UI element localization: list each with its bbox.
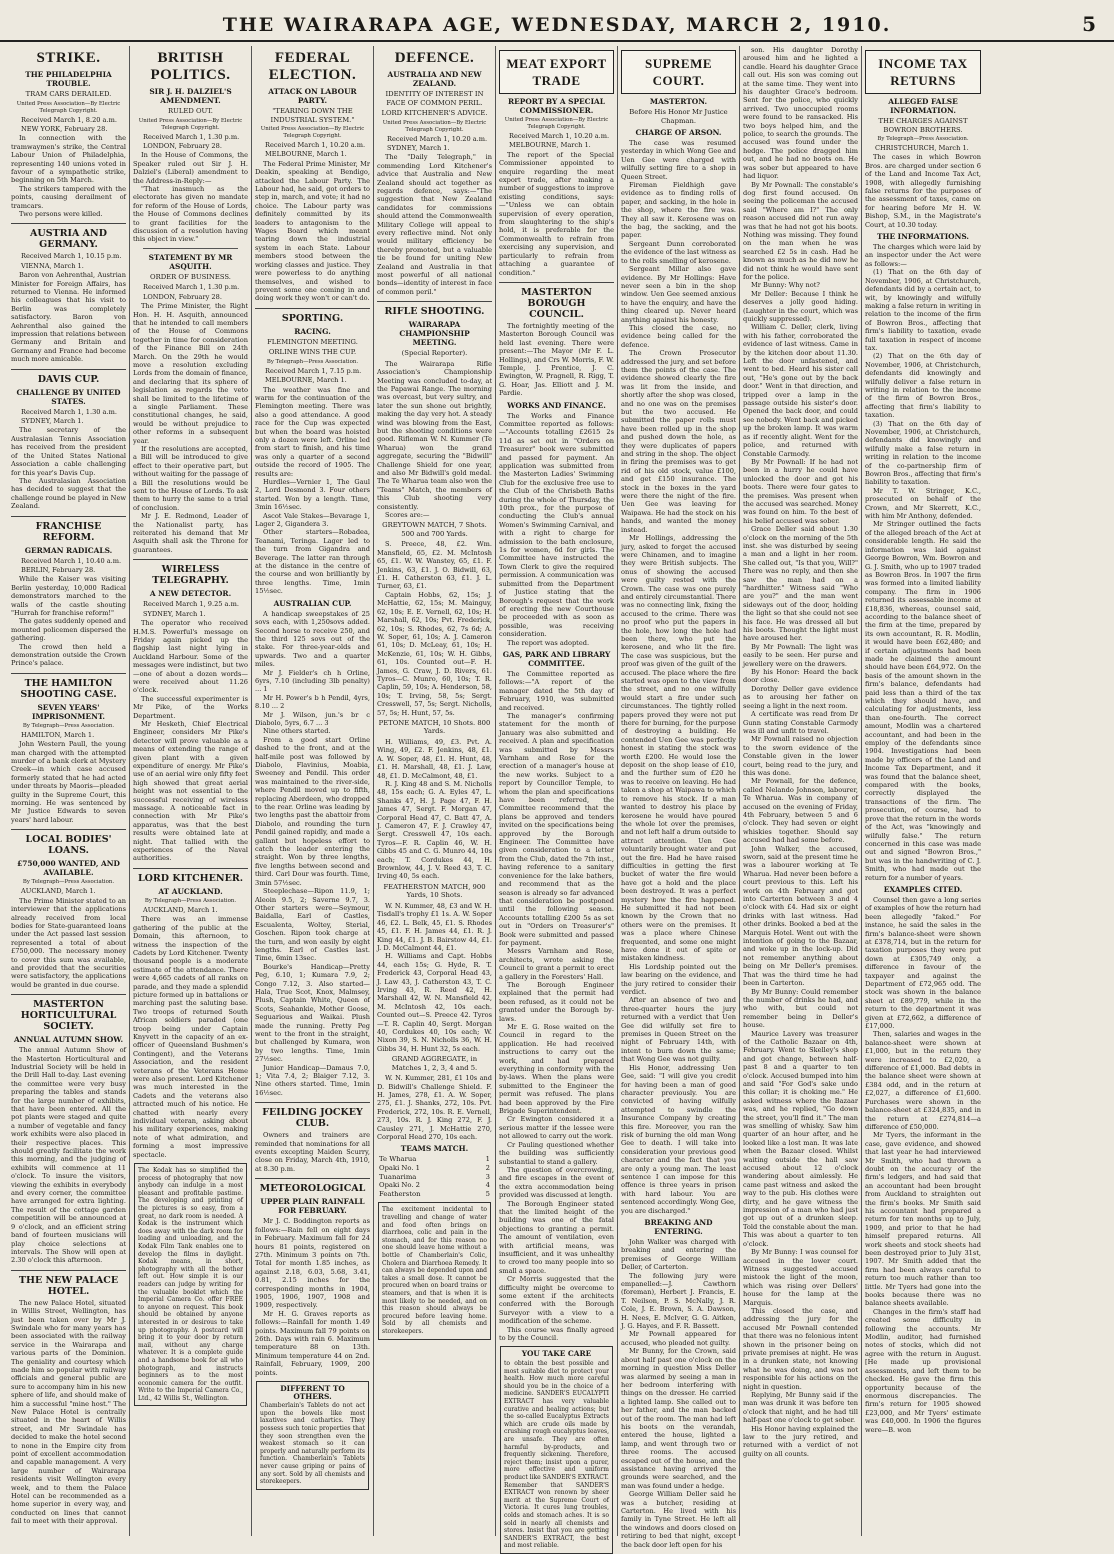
paragraph: Mr J. C. Boddington reports as follows:—Rain fell on eight days in February. Maximum fall for 24 hours 81 points, registered on 27th. Minimum 3 points on 7th. Total for month 1.85 inches, as against 2.18, 6.03, 5.68, 3.41, 0.81, 2.15 inches for the corresponding months in 1904, 1905, 1906, 1907, 1908 and 1909, respectively. [255, 1217, 370, 1310]
paragraph: Steeplechase—Ripon 11.9, 1; Aleoin 9.5, 2; Saverne 9.7, 3. Other starters were—Seymour, Baidalla, Earl of Castles, Escualenta, Woltey, Sterial, Goschen. Ripon took charge at the turn, and won easily by eight lengths. Earl of Castles last. Time, 6min 13sec. [255, 887, 370, 963]
subheading: CHARGE OF ARSON. [635, 128, 722, 137]
paragraph: By Mr Bunny: Could remember the number of drinks he had, and who with, but could not remember being in Deller's house. [743, 987, 858, 1030]
wire-credit: United Press Association—By Electric Telegraph Copyright. [138, 117, 243, 131]
subheading: AUSTRALIAN CUP. [273, 598, 352, 608]
column-4 [374, 46, 496, 1536]
headline-franchise: FRANCHISE REFORM. [11, 516, 126, 543]
team-place: 2 [485, 1164, 490, 1173]
table-row [377, 1164, 492, 1173]
paragraph: By Mr Pownall: The constable's dog first found accused. On seeing the policeman the accused said "Where am I?" The only reason accused did not run away was that he had not got his boots. Nothing was missing. They found on the man when he was searched £2 5s in cash. Had he known as much as he did now he did not think he would have sent for the police. [743, 180, 858, 281]
subheading: RACING. [294, 326, 331, 336]
column-5 [496, 46, 618, 1550]
paragraph: The report was adopted. [507, 638, 590, 647]
paragraph: Messrs Varnham and Rose, architects, wrote asking the Council to grant a permit to erect a gallery in the Foresters' Hall. [499, 947, 614, 981]
table-row [377, 1173, 492, 1182]
dateline: MELBOURNE, March 1. [265, 376, 347, 385]
score-list: S. Preece, 48, £2. Wm. Mansfield, 65, £2. M. McIntosh 65, £1. W. W. Wanstey, 65, £1. F. Jenkins, 63, £1. J. O. Bidwill, 63, £1. H. Catherston 63, £1. J. L. Turner, 63, £1. [377, 540, 492, 591]
subheading: SIR J. H. DALZIEL'S AMENDMENT. [149, 87, 232, 105]
wire-credit: United Press Association—By Electric Telegraph Copyright. [504, 117, 609, 130]
subheading: RULED OUT. [168, 107, 213, 115]
paragraph: Mr J. Fielder's ch h Orline, 6yrs, 7.10 (including 3lb penalty) ... 1 [255, 668, 370, 694]
headline-british-politics: BRITISH POLITICS. [150, 50, 231, 83]
team-name: Opaki No. 2 [379, 1181, 420, 1190]
subheading: THE CHARGES AGAINST BOWRON BROTHERS. [878, 117, 968, 134]
paragraph: The case was resumed yesterday in which Wong Gee and Uen Gee were charged with wilfully setting fire to a shop in Queen Street. [621, 139, 736, 181]
dateline: MELBOURNE, March 1. [265, 150, 347, 159]
paragraph: Cr Pauling questioned whether the building was sufficiently substantial to stand a gallery. [499, 1140, 614, 1166]
ad-text: Chamberlain's Tablets do not act upon the bowels like most laxatives and cathartics. They possess such tonic properties that they soon strengthen even the weakest stomach so it can properly and naturally perform its function. Chamberlain's Tablets never cause griping or pains of any sort. Sold by all chemists and storekeepers. [260, 1402, 365, 1486]
paragraph: The manager's confirming statement for the month of January was also submitted and received. A plan and specification was submitted by Messrs Varnham and Rose for the erection of a manager's house at the new works. Subject to a report by Councillor Temple, to whom the plan and specifications have been referred, the Committee recommend that the plans be approved and tenders invited on the specifications being approved by the Borough Engineer. The Committee have given consideration to a letter from the Club, dated the 7th inst., having reference to a sanitary convenience for the lake bathers, and recommend that as the season is already so far advanced that consideration be postponed until the following season. Accounts totalling £200 5s as set out in "Orders on Treasurer's" Book were submitted and passed for payment. [499, 711, 614, 947]
newspaper-title: THE WAIRARAPA AGE, WEDNESDAY, MARCH 2, 1910. [222, 14, 892, 36]
headline-hamilton: THE HAMILTON SHOOTING CASE. [11, 673, 126, 700]
subheading: MASTERTON. [649, 97, 708, 106]
paragraph: After an absence of two and three-quarter hours the jury returned with a verdict that Uen Gee did wilfully set fire to premises in Queen Street on the night of February 14th, with intent to burn down the same; that Wong Gee was not guilty. [621, 996, 736, 1064]
dateline: Received March 1, 10.20 a.m. [387, 134, 488, 143]
ad-text: to obtain the best possible and most suitable diet to protect your health. How much more careful should you be in the choice of a medicine. SANDER'S EUCALYPTI EXTRACT has very valuable curative and healing actions; but the so-called Eucalyptus Extracts which are crude oils made by crushing rough eucalyptus leaves, are unsafe. They are often harmful by-products, and frequently sickening. Therefore, reject them; insist upon a purer, more effective and uniform product like SANDER'S EXTRACT. [504, 1360, 609, 1481]
paragraph: The Federal Prime Minister, Mr Deakin, speaking at Bendigo, attacked the Labour Party. The Labour had, he said, got orders to step in, march, and vote; it had no choice. The Labour party was definitely committed by its leaders to antagonism to the Wages Board which meant tearing down the industrial system in each State. Labour members stood between the working classes and justice. They were powerless to do anything themselves, and wished to prevent some one coming in and doing work they won't or can't do. [255, 159, 370, 303]
chamberlain-tablets-advertisement [256, 1381, 369, 1490]
paragraph: John Walker was charged with breaking and entering the premises of George William Deller, of Carterton. [621, 1238, 736, 1272]
dateline: VIENNA, March 1. [21, 261, 84, 270]
paragraph: "That inasmuch as the electorate has given no mandate for reform of the House of Lords, the House of Commons declines to grant facilities for the discussion of a resolution having this object in view." [133, 184, 248, 244]
dateline: LONDON, February 28. [143, 292, 222, 301]
paragraph: Owners and trainers are reminded that nominations for all events excepting Maiden Scurry, close on Friday, March 4th, 1910, at 8.30 p.m. [255, 1131, 370, 1173]
subheading: WAIRARAPA CHAMPIONSHIP MEETING. [399, 320, 470, 348]
headline-strike: STRIKE. [36, 50, 101, 66]
paragraph: While the Kaiser was visiting Berlin yesterday, 10,000 Radical demonstrators marched to the walls of the castle shouting "Hurrah for franchise reform!" [11, 575, 126, 617]
wire-credit: By Telegraph—Press Association. [144, 897, 237, 904]
subheading: AT AUCKLAND. [158, 886, 223, 896]
headline-borough-council: MASTERTON BOROUGH COUNCIL. [499, 282, 614, 320]
paragraph: John Western Paull, the young man charged with the attempted murder of a bank clerk at Mystery Creek—in which case accused formerly stated that he had acted under threats by Maoris—pleaded guilty in the Supreme Court, this morning. He was sentenced by Mr Justice Edwards to seven years' hard labour. [11, 740, 126, 824]
subheading: FLEMINGTON MEETING. [267, 337, 358, 346]
wire-credit: By Telegraph—Press Association. [22, 722, 115, 729]
dateline: BERLIN, February 28. [21, 565, 96, 574]
paragraph: Mr Bunny, for the Crown, said about half past one o'clock on the morning in question Miss Deller was alarmed by seeing a man in her bedroom interfering with things on the dresser. He carried a lighted lamp. She called out to her father, and the man backed out of the room. The man had left his boots on the verandah, entered the house, lighted a lamp, and went through two or three rooms. The accused escaped out of the house, and the assistance having arrived the grounds were searched, and the man was found under a hedge. [621, 1347, 736, 1490]
paragraph: There was an immense gathering of the public at the Domain, this afternoon, to witness the inspection of the Cadets by Lord Kitchener. Twenty thousand people is a moderate estimate of the attendance. There were 4,665 cadets of all ranks on parade, and they made a splendid picture formed up in battalions or marching past the saluting base. Two troops of returned South African soldiers paraded (one troop being under Captain Knyvett in the capacity of an ex-officer of Queensland Bushmen's Contingent), and the Veterans Association, and the resident veterans of the Veterans Home were also present. Lord Kitchener was much interested in the Cadets and the veterans also attracted much of his notice. He chatted with nearly every individual veteran, asking about his military experiences, making note of what admiration, and forming a most impressive spectacle. [133, 915, 248, 1159]
paragraph: The new Palace Hotel, situated in Willis Street, Wellington, has just been taken over by Mr J. Swindale who for many years has been associated with the railway service in the Wairarapa and various parts of the Dominion. The geniality and courtesy which made him so popular with railway officials and general public are sure to accompany him in his new sphere of life, and should make of him a successful "mine host." The New Palace Hotel is centrally situated in the heart of Willis street, and Mr Swindale has decided to make the hotel second to none in the Empire city from point of excellent accommodation and capable management. A very large number of Wairarapa residents visit Wellington every week, and to them the Palace Hotel can be recommended as a home superior in every way, and conducted on lines that cannot fail to meet with their approval. [11, 1298, 126, 1526]
match-heading: GRAND AGGREGATE, in Matches 1, 2, 3, 4 and 5. [391, 1055, 478, 1072]
subheading: £750,000 WANTED, AND AVAILABLE. [17, 859, 120, 878]
subheading: AUSTRALIA AND NEW ZEALAND. [387, 70, 482, 88]
subheading: CHALLENGE BY UNITED STATES. [16, 387, 121, 406]
team-place: 5 [485, 1189, 490, 1198]
table-row [377, 1155, 492, 1164]
paragraph: His Honor having explained the law to the jury retired, and returned with a verdict of not guilty on all counts. [743, 1424, 858, 1458]
column-8 [862, 46, 984, 1536]
paragraph: Grace Deller said about 1.30 o'clock on the morning of the 5th inst. she was disturbed by seeing a man and a light in her room. She called out, "Is that you, Will?" There was no reply, and then she saw the man had on a "hardhitter." Witness said "Who are you?" and the man went sideways out of the door, holding the light so that she could not see his face. He was dressed all but his boots. Thought the light must have aroused her. [743, 525, 858, 643]
paragraph: The Prime Minister stated to an interviewer that the applications already received from local bodies for State-guaranteed loans under the Act passed last session represented a total of about £750,000. The necessary money to cover this sum was available, and provided that the securities were satisfactory, the applications would be granted in due course. [11, 896, 126, 989]
dateline: Received March 1, 10.20 a.m. [509, 132, 610, 140]
headline-feilding: FEILDING JOCKEY CLUB. [255, 1102, 370, 1129]
subheading: STATEMENT BY MR ASQUITH. [148, 252, 233, 271]
paragraph: son. His daughter Dorothy aroused him and he lighted a candle. Heard his daughter Grace call out. His son was coming out at the same time. They went into his daughter Grace's bedroom. Sent for the police, who quickly arrived. Two unoccupied rooms were found to be ransacked. His two boys helped him, and the police, to search the grounds. The accused was found under the hedge. The police dragged him out, and he had no boots on. He was sober but appeared to have had liquor. [743, 46, 858, 181]
paragraph: R. J. King 48 and S. M. Nicholls 48, 15s each; G. A. Eyles 47, L. Shanks 47, H. J. Page 47, F. H. James 47, Sergt. F. Morgan 47, Corporal Head 47, C. Batt 47, A. J. Cameron 47, F. J. Crawley 47, Sergt. Cresswell 47, 10s each. Tyros—F. R. Caplin 46, W. H. Gibbs 45 and C. G. Munro 44, 10s each; T. Cordukes 44, H. Brownlow, 44, J. V. Reed 43, T. C. Irving 40, 5s each. [377, 780, 492, 881]
paragraph: His Lordship pointed out the law bearing on the evidence, and the jury retired to consider their verdict. [621, 962, 736, 997]
paragraph: The Wairarapa Rifle Association's Championship Meeting was concluded to-day, at the Papawai Range. The morning was overcast, but very sultry, and later the sun shone out brightly, making the day very hot. A steady wind was blowing from the East, but the shooting conditions were good. Rifleman W. N. Kummer (Te Wharua) won the grand aggregate, securing the "Bidwill" Challenge Shield for one year, and also Mr Bidwill's gold medal. The Te Wharua team also won the "Teams" Match, the members of this Club shooting very consistently. [377, 359, 492, 511]
paragraph: Other starters—Robadea, Teanami, Teringa. Lager led to the turn from Gigandra and Beverage. The latter ran through at the distance in the centre of the course and won brilliantly by three lengths. Time, 1min 15½sec. [255, 528, 370, 596]
team-name: Opaki No. 1 [379, 1164, 420, 1173]
subheading: GAS, PARK AND LIBRARY COMMITTEE. [502, 649, 611, 668]
paragraph: The Works and Finance Committee reported as follows:—"Accounts totalling £2615 2s 11d as set out in "Orders on Treasurer" book were submitted and passed for payment. An application was submitted from the Masterton Ladies' Swimming Club for the exclusive free use to the Club of the Chrisbeth Baths during the whole of Thursday, the 10th prox., for the purpose of conducting the Club's annual Women's Swimming Carnival, and with a right to charge for admission to the bath enclosure, 1s for women, 6d for girls. The Committee have instructed the Town Clerk to give the required permission. A communication was submitted from the Department of Justice stating that the Borough's request that the work of erecting the new Courthouse be proceeded with as soon as possible, was receiving consideration. [499, 411, 614, 639]
paragraph: Mr E. G. Rose waited on the Council in regard to the application. He had received instructions to carry out the work, and had prepared everything in conformity with the by-laws. When the plans were submitted to the Engineer the permit was refused. The plans had been approved by the Fire Brigade Superintendent. [499, 1023, 614, 1116]
team-name: Featherston [379, 1189, 421, 1198]
teams-table [377, 1155, 492, 1198]
paragraph: John Walker, the accused, sworn, said at the present time he was a labourer working at Te Wharua. Had never been before a court previous to this. Left his work on 4th February and got into Carterton between 3 and 4 o'clock with £4. Had six or eight drinks with last witness. Had other drinks. Booked a bed at the Marquis Hotel. Went out with the intention of going to the Bazaar, and woke up in the lock-up. Did not remember anything about being on Mr Deller's premises. That was the third time he had been in Carterton. [743, 844, 858, 988]
paragraph: The annual Autumn Show of the Masterton Horticultural and Industrial Society will be held in the Drill Hall to-day. Last evening the committee were very busy preparing the tables and stands for the large number of exhibits, that have been entered. All the pot plants were staged and quite a number of vegetable and fancy work exhibits were also placed in their respective places. This should greatly facilitate the work this morning, and the judging of exhibits will commence at 11 o'clock. To insure the visitors, viewing the exhibits in everybody and every corner, the committee have arranged for extra lighting. The result of the cottage garden competition will be announced at 9 o'clock, and an efficient string band of fourteen musicians will play choice selections at intervals. The Show will open at 2.30 o'clock this afternoon. [11, 1046, 126, 1265]
paragraph: William C. Deller, clerk, living with his father, corroborated the evidence of last witness. Came in by the kitchen door about 11.30. Left the door unfastened, and went to bed. Heard his sister call out, "He's gone out by the back door." Went in that direction, and tripped over a lamp in the passage outside his sister's door. Opened the back door, and could see nobody. Went back and picked up the broken lamp. It was warm as if recently alight. Went for the police, and returned with Constable Carmody. [743, 323, 858, 458]
dateline: LONDON, February 28. [143, 141, 222, 150]
team-place: 1 [485, 1155, 490, 1164]
paragraph: The following jury were empanelled:—J. Cawthorn (foreman), Herbert J. Francis, E. T. Neilson, P. S. McNally, J. R. Cole, J. E. Brown, S. A. Dawson, H. Nees, E. McIver, G. G. Aitken, J. G. Hayes, and F. R. Bassett. [621, 1271, 736, 1331]
dateline: Received March 1, 1.30 a.m. [21, 407, 117, 416]
paragraph: If the resolutions are accepted, a Bill will be introduced to give effect to their operative part, but without waiting for the passage of a Bill the resolutions would be sent to the House of Lords. To ask them to hurry the same to a trial of conclusion. [133, 445, 248, 512]
paragraph: The cases in which Bowron Bros. are charged under section 6 of the Land and Income Tax Act, 1908, with allegedly furnishing false returns for the purposes of the assessment of taxes, came on for hearing before Mr H. W. Bishop, S.M., in the Magistrate's Court, at 10.30 today. [865, 153, 981, 229]
paragraph: Dorothy Deller gave evidence as to arousing her father on seeing a light in the next room. [743, 684, 858, 710]
dateline: NEW YORK, February 28. [21, 124, 108, 133]
subheading: ALLEGED FALSE INFORMATION. [888, 97, 958, 115]
headline-loans: LOCAL BODIES' LOANS. [11, 829, 126, 856]
match-heading: FEATHERSTON MATCH, 900 Yards, 10 Shots. [383, 882, 486, 900]
subheading: GERMAN RADICALS. [24, 545, 113, 555]
paragraph: The report of the Special Commissioner appointed to enquire regarding the meat export trade, after making a number of suggestions to improve existing conditions, says:—"Unless we can obtain supervision of every operation, from slaughtering to the ship's hold, it is preferable for the Commonwealth to refrain from exercising any supervision, and particularly to refrain from attaching a guarantee of condition." [499, 150, 614, 277]
subheading: THE PHILADELPHIA TROUBLE. [25, 70, 112, 88]
paragraph: Mr J. E. Redmond, Leader of the Nationalist party, has reiterated his demand that Mr Asquith shall ask the Throne for guarantees. [133, 512, 248, 554]
paragraph: Counsel then gave a long series of examples of how the return had been allegedly "faked." For instance, he said the sales in the firm's balance-sheet were shown at £378,714, but in the return for taxation purposes they were put down at £305,749 only, a difference in favour of the taxpayer and against the Department of £72,965 odd. The stock was shown in the balance sheet at £89,779, while in the return to the department it was given at £72,662, a difference of £17,000. [865, 895, 981, 1031]
paragraph: Mr J. Wilson, jun.'s br c Diabolo, 5yrs, 6.7 ... 3 [255, 710, 370, 727]
paragraph: The crowd then held a demonstration outside the Crown Prince's palace. [11, 642, 126, 668]
dateline: AUCKLAND, March 1. [21, 887, 96, 896]
wire-credit: United Press Association—By Electric Telegraph Copyright. [16, 100, 121, 114]
news-columns [8, 46, 1108, 1550]
column-7 [740, 46, 862, 1536]
dateline: Received March 1, 10.40 a.m. [21, 556, 122, 565]
paragraph: (1) That on the 6th day of November, 1906, at Christchurch, defendants did by a certain act, to wit, by knowingly and wilfully making a false return in writing in relation to the income of the firm of Bowron Bros., affecting that firm's liability to taxation, evade full taxation in respect of income tax. [865, 268, 981, 352]
headline-meteorological: METEOROLOGICAL [255, 1178, 370, 1194]
chamberlain-remedy-advertisement [378, 1202, 491, 1339]
headline-horticultural: MASTERTON HORTICULTURAL SOCIETY. [11, 994, 126, 1032]
column-1 [8, 46, 130, 1536]
paragraph: Mr Tyers, the informant in the case, gave evidence, and showed that last year he had interviewed Mr Smith, who had thrown a doubt on the accuracy of the firm's ledgers, and had said that an accountant had been brought from Auckland to straighten out the firm's books. Mr Smith said his accountant had prepared a return for ten months up to July, 1909, and prior to that he had himself prepared returns. All work sheets and stock sheets had been destroyed prior to July 31st, 1907. Mr Smith added that the firm had been always careful to return too much rather than too little. Mr Tyers had gone into the books because there was no balance sheets available. [865, 1131, 981, 1308]
paragraph: Mr Hollings, addressing the jury, asked to forget the accused were Chinamen, and to imagine they were British subjects. The onus of showing the accused were guilty rested with the Crown. The case was one purely and entirely circumstantial. There was no connecting link, fixing the accused to the crime. There was no proof who put the papers in the hole, how long the hole had been there, who put the kerosene, and who lit the fire. The case was suspicious, but the proof was given of the guilt of the accused. The place where the fire started was open to the view from the street, and no one wilfully would start a fire under such circumstances. The tightly rolled papers proved they were not put there for burning, for the purpose of destroying a building. He contended Uen Gee was perfectly honest in stating the stock was worth £200. He would lose the deposit on the shop lease of £10, and the further sum of £20 he was to receive on leaving. He had taken a shop at Waipawa to which to remove his stock. If a man wanted to destroy his place by kerosene he would have poured the whole lot over the premises, and not left half a drum outside to attract attention. Uen Gee voluntarily brought water and put out the fire. Had he have raised difficulties in getting the first bucket of water the fire would have got a hold and the place been destroyed. It was a perfect mystery how the fire happened. He submitted it had not been known by the Crown that no others were on the premises. It was a place where Chinese frequented, and some one might have done it out of spite or mistaken kindness. [621, 534, 736, 963]
paragraph: (3) That on the 6th day of November, 1906, at Christchurch, defendants did knowingly and wilfully make a false return in writing in relation to the income of the co-partnership firm of Bowron Bros., affecting that firm's liability to taxation. [865, 419, 981, 487]
paragraph: Ascot Vale Stakes—Bevarage 1, Lager 2, Gigandera 3. [255, 511, 370, 529]
paragraph: A handicap sweepstakes of 25 sovs each, with 1,250sovs added. Second horse to receive 250, and the third 125 sovs out of the stake. For three-year-olds and upwards. Two and a quarter miles. [255, 609, 370, 669]
subheading: ATTACK ON LABOUR PARTY. [268, 87, 357, 105]
paragraph: The successful experimenter is Mr Pike, of the Works Department. [133, 694, 248, 720]
dateline: Received March 1, 1.30 p.m. [143, 283, 240, 292]
headline-wireless: WIRELESS TELEGRAPHY. [133, 559, 248, 586]
paragraph: Mr Pownall, for the defence, called Nelando Johnson, labourer, Te Wharua. Was in company of accused on the evening of Friday, 4th February, between 5 and 6 o'clock. They had seven or eight whiskies together. Should say accused had had some before. [743, 777, 858, 845]
subheading: IDENTITY OF INTEREST IN FACE OF COMMON PERIL. [385, 90, 484, 107]
paragraph: By his Honor: Heard the back door close. [743, 668, 858, 685]
paragraph: (2) That on the 6th day of November, 1906, at Christchurch, defendants did knowingly and wilfully deliver a false return in writing in relation to the income of the firm of Bowron Bros., affecting that firm's liability to taxation. [865, 352, 981, 420]
paragraph: Sergeant Dunn corroborated the evidence of the last witness as to the rolls smelling of kerosene. [621, 239, 736, 265]
headline-federal-election: FEDERAL ELECTION. [268, 50, 357, 83]
paragraph: The Borough Engineer stated that the limited height of the building was one of the fatal objections to granting a permit. The amount of ventilation, even with artificial means, was insufficient, and it was unhealthy to crowd too many people into so small a space. [499, 1199, 614, 1275]
paragraph: Maurice Lavery was treasurer of the Catholic Bazaar on 4th, February. Went to Skelley's shop and got change, between half-past 8 and a quarter to ten o'clock. Accused bumped into him and said "For God's sake undo this collar; it is choking me." He asked witness where the Bazaar was, and he replied, "Go down the street, you'll find it." The man was smelling of whisky. Saw him quarter of an hour after, and he looked like a lost man. It was late when the Bazaar closed. Whilst waiting outside the hall saw accused about 12 o'clock wandering about aimlessly. He came past witness and asked the way to the pub. His clothes were dirty, and he gave witness the impression of a man who had just got up out of a drunken sleep. Told the constable about the man. This was about a quarter to ten o'clock. [743, 1029, 858, 1248]
dateline: AUCKLAND, March 1. [143, 905, 218, 914]
score-list: W. N. Kummer, 281, £1 10s and D. Bidwill's Challenge Shield. F. H. James, 278, £1. A. W. Soper, 275, £1. J. Shanks, 272, 10s. Pvt. Frederick, 272, 10s. R. E. Vernell, 273, 10s. R. J. King 272, F. J. Causley 271, J. McHattie 270, Corporal Head 270, 10s each. [377, 1074, 492, 1142]
paragraph: Junior Handicap—Damaus 7.0, 1; Vita 7.4, 2; Blaiger 7.12, 3. Nine others started. Time, 1min 16½sec. [255, 1063, 370, 1097]
paragraph: The Prime Minister, the Right Hon. H. H. Asquith, announced that he intended to call members of the House of Commons together in time for consideration of the Finance Bill on 24th March. On the 29th he would move a resolution excluding Lords from the domain of finance, and declaring that its sphere of legislation as regards the veto shall be limited to the lifetime of a single Parliament. These constitutional changes, he said, would be without prejudice to other reforms in a subsequent year. [133, 302, 248, 445]
subheading: Before His Honor Mr Justice Chapman. [629, 108, 728, 125]
paragraph: The fortnightly meeting of the Masterton Borough Council was held last evening. There were present:—The Mayor (Mr F. L. Hollings), and Crs W. Morris, F. W. Temple, J. Prentice, J. C. Ewington, W. Pragnell, R. Rigg, T. G. Hoar, Jas. Elliott and J. M. Pardie. [499, 321, 614, 398]
paragraph: The question of overcrowding, and fire escapes in the event of the extra accommodation being provided was discussed at length. [499, 1165, 614, 1200]
subheading: A NEW DETECTOR. [149, 589, 232, 599]
sanders-extract-advertisement [500, 1346, 613, 1553]
wire-credit: By Telegraph—Press Association. [877, 136, 969, 142]
wire-credit: United Press Association—By Electric Telegraph Copyright. [260, 126, 365, 139]
team-name: Tuanarima [379, 1172, 417, 1181]
team-place: 3 [485, 1172, 490, 1181]
wire-credit: By Telegraph—Press Association. [266, 358, 359, 365]
paragraph: H. Williams and Capt. Hobbs 44, each 15s; G. Hyde, R. T. Frederick 43, Corporal Head 43, J. Law 43, J. Catherston 43, T. C. Irving 43, R. Reed 42, H. Marshall 42, W. N. Mansfield 42, M. McIntosh 42, 10s each. Counted out—S. Preece 42. Tyros—T. R. Caplin 40, Sergt. Morgan 40, Cordukes 40, 10s each; W. Nixon 39, S. N. Nicholls 36, W. H. Gibbs 34, H. Hunt 32, 5s each. [377, 952, 492, 1053]
subheading: ORLINE WINS THE CUP. [268, 348, 357, 357]
paragraph: His Honor, addressing Uen Gee, said: "I will give you credit for having been a man of good character previously. You are convicted of having wilfully attempted to swindle the Insurance Company by creating this fire. Moreover, you ran the risk of burning the old man Wong Gee to death. I will take into consideration your previous good character and the fact that you are only a young man. The least sentence I can impose for this offence is three years in prison with hard labour. You are sentenced accordingly. Wong Gee, you are discharged." [621, 1063, 736, 1215]
paragraph: The gates suddenly opened and mounted policemen dispersed the gathering. [11, 617, 126, 643]
ad-text: The excitement incidental to travelling and change of water and food often brings on diarrhoea, colic and pain in the stomach, and for this reason no one should leave home without a bottle of Chamberlain's Colic, Cholera and Diarrhoea Remedy. It can always be depended upon and takes a small dose. It cannot be procured when on board trains or steamers, and that is when it is most likely to be needed, and on this reason should always be procured before leaving home. Sold by all chemists and storekeepers. [382, 1206, 487, 1335]
paragraph: The Australasian Association has decided to suggest that the challenge round be played in New Zealand. [11, 476, 126, 511]
dateline: Received March 1, 10.20 a.m. [265, 141, 366, 149]
paragraph: Sergeant Millar also gave evidence. By Mr Hollings: Have never seen a bin in the shop window. Uen Gee seemed anxious to have the enquiry, and have the thing cleared up. Never heard anything against his honesty. [621, 265, 736, 324]
subheading: (Special Reporter). [401, 349, 468, 358]
paragraph: Changes in the firm's staff had created some difficulty in following the accounts. Mr Modlin, auditor, had furnished notes of stocks, which did not agree with the return in August. [He made up provisional assessments, and left them to be checked. He gave the firm this opportunity because of the enormous discrepancies. The firm's return for 1905 showed £23,000, and Mr Tyers' estimate was £40,000. In 1906 the figures were—B. won [865, 1307, 981, 1434]
paragraph: The weather was fine and warm for the continuation of the Flemington meeting. There was also a good attendance. A good race for the Cup was expected but when the board was hoisted only a dozen were left. Orline led from start to finish, and his time was only a quarter of a second outside the record of 1905. The results are: [255, 385, 370, 478]
paragraph: The strikers tampered with the points, causing derailment of tramcars. [11, 184, 126, 210]
wire-credit: By Telegraph—Press Association. [22, 879, 115, 886]
paragraph: By Mr Pownall: The light was easily to be seen. Her purse and jewellery were on the drawers. [743, 642, 858, 668]
paragraph: Mr Pownall raised no objection to the sworn evidence of the Constable given in the lower court, being read to the jury, and this was done. [743, 735, 858, 777]
subheading: LORD KITCHENER'S ADVICE. [381, 109, 488, 117]
paragraph: The charges which were laid by an inspector under the Act were as follows:— [865, 243, 981, 268]
paragraph: Mr H. Power's b h Pendil, 4yrs, 8.10 ... 2 [255, 693, 370, 711]
dateline: MELBOURNE, March 1. [509, 141, 591, 150]
subheading: TRAM CARS DERAILED. [25, 90, 112, 98]
paragraph: The Borough Engineer explained that the permit had been refused, as it could not be granted under the Borough by-laws. [499, 980, 614, 1023]
team-place: 4 [485, 1181, 490, 1190]
paragraph: Cr Morris suggested that the difficulty might be overcome to some extent if the architects conferred with the Borough Surveyor with a view to a modification of the scheme. [499, 1275, 614, 1326]
subheading: ORDER OF BUSINESS. [150, 272, 231, 281]
dateline: SYDNEY, March 1. [387, 143, 450, 152]
dateline: SYDNEY, March 1. [21, 417, 84, 426]
paragraph: Mr H. G. Graves reports as follows:—Rainfall for month 1.49 points. Maximum fall 79 points on 26th. Days with rain 6. Maximum temperature 88 on 13th. Minimum temperature 44 on 2nd. Rainfall, February, 1909, 200 points. [255, 1309, 370, 1377]
match-heading: PETONE MATCH, 10 Shots. 800 Yards. [378, 718, 491, 736]
paragraph: This closed the case, and addressing the jury for the accused Mr Pownall contended that there was no felonious intent shown in the prisoner being on private premises at night. He was in a drunken state, not knowing what he was doing, and was not responsible for his actions on the night in question. [743, 1306, 858, 1391]
table-row [377, 1181, 492, 1190]
team-name: Te Wharua [379, 1155, 417, 1164]
dateline: Received March 1, 8.20 a.m. [21, 115, 117, 124]
paragraph: Cr Ewington considered it a serious matter if the lessee were not allowed to carry out the work. [499, 1115, 614, 1141]
paragraph: By Mr Bunny: I was counsel for accused in the lower court. Witness suggested accused mistook the light of the moon, which was rising over Dellers' house for the lamp at the Marquis. [743, 1248, 858, 1307]
paragraph: Bourke's Handicap—Pretty Peg, 6.10, 1; Kumara 7.9, 2; Congo 7.12, 3. Also started—Hala, True Scot, Knox, Malmsey, Plush, Captain White, Queen of Scots, Seahankie, Mother Goose, Seguarious and Waikai. Plush made the running. Pretty Peg went to the front in the straight, but challenged by Kumara, won by two lengths. Time, 1min 27½sec. [255, 962, 370, 1064]
paragraph: Baron von Aehrenthal, Austrian Minister for Foreign Affairs, has returned to Vienna. He informed his colleagues that his visit to Berlin was completely satisfactory. Baron von Aehrenthal also gained the impression that relations between Germany and Britain and Germany and France had become much more amicable. [11, 271, 126, 364]
paragraph: The Crown Prosecutor addressed the jury, and set before them the points of the case. The evidence showed clearly the fire was lit from the inside, and shortly after the shop was closed, and no one was on the premises but the two accused. He submitted the paper rolls must have been rolled up in the shop and pushed down the hole, as they were duplicates of papers and string in the shop. The object in firing the premises was to get rid of his old stock, value £100, and get £150 insurance. The stock in the boxes in the yard were there the night of the fire. Uen Gee was leaving for Waipawa. He had the stock on his hands, and wanted the money instead. [621, 349, 736, 534]
paragraph: Two persons were killed. [19, 209, 103, 218]
dateline: HAMILTON, March 1. [21, 730, 95, 739]
paragraph: From a good start Orline dashed to the front, and at the half-mile post was followed by Diabolo, Flavinius, Moabia, Sweeney and Pendil. This order was maintained to the river-side, where Pendil moved up to fifth, replacing Aberdeen, who dropped to the rear. Orline was leading by two lengths past the abattoir from Diabolo, and rounding the turn Pendil gained rapidly, and made a gallant but hopeless effort to catch the leader entering the straight. Won by three lengths, five lengths between second and third. Carl Dour was fourth. Time, 3min 57½sec. [255, 735, 370, 887]
subheading: "TEARING DOWN THE INDUSTRIAL SYSTEM." [270, 107, 355, 124]
paragraph: Replying, Mr Bunny said if the man was drunk it was before ten o'clock that night, and he had till half-past one o'clock to get sober. [743, 1391, 858, 1425]
paragraph: In the House of Commons, the Speaker ruled out Sir J. H. Dalziel's (Liberal) amendment to the Address-in-Reply:— [133, 151, 248, 185]
dateline: Received March 1, 7.15 p.m. [265, 366, 362, 375]
paragraph: This closed the case, no evidence being called for the defence. [621, 323, 736, 349]
divider [143, 248, 238, 249]
dateline: Received March 1, 9.25 a.m. [143, 600, 239, 609]
headline-davis-cup: DAVIS CUP. [11, 369, 126, 385]
column-2 [130, 46, 252, 1536]
paragraph: This course was finally agreed to by the Council. [499, 1325, 614, 1343]
page-number: 5 [1082, 12, 1096, 36]
wire-credit: United Press Association—By Electric Telegraph Copyright. [382, 119, 487, 133]
paragraph: The secretary of the Australasian Tennis Association has received from the president of the United States National Association a cable challenging for this year's Davis Cup. [11, 426, 126, 477]
subheading: WORKS AND FINANCE. [507, 400, 606, 410]
dateline: Received March 1, 10.15 p.m. [21, 252, 122, 261]
kodak-advertisement [134, 1163, 247, 1406]
paragraph: By Mr Pownall: If he had not been in a hurry he could have unlocked the door and got his boots. There were four gates to the premises. Was present when the accused was searched. Money was found on him. To the best of his belief accused was sober. [743, 457, 858, 525]
match-heading: GREYTOWN MATCH, 7 Shots. 500 and 700 Yards. [382, 521, 487, 538]
ad-title: YOU TAKE CARE [521, 1349, 592, 1359]
masthead [0, 0, 1114, 42]
subheading: SEVEN YEARS' IMPRISONMENT. [31, 702, 105, 721]
headline-income-tax: INCOME TAX RETURNS [865, 50, 981, 94]
headline-supreme-court: SUPREME COURT. [621, 50, 736, 94]
subheading: BREAKING AND ENTERING. [644, 1218, 713, 1236]
paragraph: Mr Stringer outlined the facts of the alleged breach of the Act at considerable length. He said the information was laid against George Bowron, Wm. Bowron and G. J. Smith, who up to 1907 traded as Bowron Bros. In 1907 the firm was formed into a limited liability company. The firm in 1906 returned its assessable income at £18,836, whereas, counsel said, according to the balance sheet of the firm at the time, prepared by its own accountant, R. R. Modlin, it would have been £62,480; and if certain adjustments had been made he claimed the amount should have been £64,972. On the basis of the amount shown in the firm's balance, defendants had paid less than a third of the tax which they should have, and calculating for adjustments, less than one-fourth. The correct amount, Modlin was a chartered accountant, and had been in the employ of the defendants since 1904. Investigations had been made by officers of the Land and Income Tax Department, and it was found that the balance sheet, compared with the books, correctly displayed the transactions of the firm. The prosecution, of course, had to prove that the return in the words of the Act, was "knowingly and wilfully false." The return concerned in this case was made out and signed "Bowron Bros.," but was in the handwriting of C. J. Smith, who had made out the return for a number of years. [865, 520, 981, 882]
column-3 [252, 46, 374, 1536]
dateline: Received March 1, 1.30 p.m. [143, 132, 240, 141]
paragraph: Mr Pownall appeared for accused, who pleaded not guilty. [621, 1330, 736, 1347]
subheading: UPPER PLAIN RAINFALL FOR FEBRUARY. [260, 1197, 365, 1216]
headline-meat-export: MEAT EXPORT TRADE [499, 50, 614, 94]
headline-sporting: SPORTING. [255, 308, 370, 324]
score-list: W. N. Kummer, 48, £3 and W. H. Tisdall's trophy £1 1s. A. W. Soper 46, £2. L. Belk, 45, £1. S. Rhodes 45, £1. F. H. James 44, £1. R. J. King 44, £1. J. B. Bairstow 44, £1. J. D. McCalmont 44, £1. [377, 901, 492, 952]
headline-palace-hotel: THE NEW PALACE HOTEL. [11, 1270, 126, 1297]
paragraph: A certificate was read from Dr Gunn stating Constable Carmody was ill and unfit to travel. [743, 710, 858, 735]
subheading: THE INFORMATIONS. [876, 232, 970, 242]
headline-kitchener: LORD KITCHENER. [133, 868, 248, 884]
subheading: EXAMPLES CITED. [883, 884, 963, 894]
paragraph: Hurdles—Vernier 1, The Gaul 2, Lord Desmond 3. Four others started. Won by a length. Time, 3min 16½sec. [255, 478, 370, 512]
paragraph: Nine others started. [263, 727, 331, 736]
subheading: REPORT BY A SPECIAL COMMISSIONER. [508, 97, 605, 115]
paragraph: The "Daily Telegraph," in commending Lord Kitchener's advice that Australia and New Zealand should act together as regards defence, says:—"The suggestion that New Zealand candidates for commissions should attend the Commonwealth Military College will appeal to every reflective mind. Not only would military efficiency be thereby promoted, but a valuable tie be found for uniting New Zealand and Australia in that most powerful of all national bonds—identity of interest in face of common peril." [377, 153, 492, 296]
paragraph: Mr Hesketh, Chief Electrical Engineer, considers Mr Pike's detector will prove valuable as a means of extending the range of given plant with a given expenditure of energy. Mr Pike's use of an aerial wire only fifty feet high showed that great aerial height was not essential to the successful receiving of wireless massage. A noticeable fact in connection with Mr Pike's apparatus, was that the best results were obtained late at night. That tallied with the experiences of the Naval authorities. [133, 719, 248, 863]
paragraph: George William Deller said he was a butcher, residing at Carterton. He lived with his family in Tyne Street. He left all the windows and doors closed on retiring to bed that night, except the back door left open for his [621, 1490, 736, 1549]
dateline: CHRISTCHURCH, March 1. [875, 144, 969, 152]
paragraph: Mr Bunny: Why not? [751, 281, 820, 290]
paragraph: Mr T. W. Stringer, K.C., prosecuted on behalf of the Crown, and Mr Skerrett, K.C., with him Mr Anthony, defended. [865, 486, 981, 521]
paragraph: The operator who received H.M.S. Powerful's message on Friday again picked up the flagship last night lying in Auckland Harbour. Some of the messages were indistinct, but two—one of about a dozen words—were received about 11.26 o'clock. [133, 619, 248, 695]
headline-rifle-shooting: RIFLE SHOOTING. [377, 301, 492, 317]
teams-match-heading: TEAMS MATCH. [400, 1144, 469, 1154]
paragraph: Scores are:— [385, 511, 430, 520]
column-6 [618, 46, 740, 1549]
paragraph: Fireman Fieldhigh gave evidence as to finding rolls of paper, and sacking, in the hole in the shop, where the fire was. They all saw it. Kerosene was on the bag, the sacking, and the paper. [621, 181, 736, 240]
subheading: ANNUAL AUTUMN SHOW. [13, 1035, 124, 1045]
table-row [377, 1190, 492, 1199]
paragraph: Mr Deller: Because I think he deserves a jolly good hiding. (Laughter in the court, which was quickly suppressed). [743, 289, 858, 323]
ad-text: The Kodak has so simplified the process of photography that now anybody can indulge in a most pleasant and profitable pastime. The developing and printing of the pictures is so easy, from a great, no dark room is needed. A Kodak is the instrument which does away with the dark room for loading and unloading, and the Kodak Film Tank enables one to develop the films in daylight. Kodak means, in short, photography with all the bother left out. How simple it is our readers can judge by writing for the valuable booklet which the Imperial Camera Co. offer FREE to anyone on request. This book should be obtained by anyone interested in or desirous to take up photography. A postcard will bring it to your door by return mail, without any charge whatever. It is a complete guide and a handsome book for all who photograph, and instructs beginners as to the most economic camera for the outfit. Write to the Imperial Camera Co., Ltd., 42 Willis St., Wellington. [138, 1167, 243, 1402]
paragraph: Captain Hobbs, 62, 15s; J. McHattie, 62, 15s; M. Mainguy, 62, 10s; E. E. Vernell, 62, 10s; H. Marshall, 62, 10s; Pvt. Frederick, 62, 10s; S. Rhodes, 62, 7s 6d; A. W. Soper, 61, 10s; A. J. Cameron 61, 10s; D. McLeay, 61, 10s; H. McKenzie, 61, 10s; W. H. Gibbs, 61, 10s. Counted out—F. H. James, G. Craw, J. D. Rivers, 61. Tyros—C. Munro, 60, 10s; T. R. Caplin, 59, 10s; A. Henderson, 58, 10s; T. Irving, 58, 5s; Sergt. Cresswell, 57, 5s; Sergt. Nicholls, 57, 5s; H. Hunt, 57, 5s. [377, 590, 492, 717]
headline-austria: AUSTRIA AND GERMANY. [11, 223, 126, 250]
dateline: SYDNEY, March 1. [143, 609, 206, 618]
score-list: H. Williams, 49, £3. Pvt. A. Wing, 49, £2. F. Jenkins, 48, £1. A. W. Soper, 48, £1. H. Hunt, 48, £1. H. Marshall, 48, £1. J. Law, 48, £1. D. McCalmont, 48, £1. [377, 737, 492, 780]
headline-defence: DEFENCE. [394, 50, 475, 66]
ad-title: DIFFERENT TO OTHERS. [280, 1384, 345, 1401]
paragraph: The Committee reported as follows:—"A report of the manager dated the 5th day of February, 1910, was submitted and received. [499, 669, 614, 712]
paragraph: Then, salaries and wages in the balance-sheet were shown at £1,000, but in the return they were increased to £2,020, a difference of £1,000. Bad debts in the balance sheet were shown at £384 odd, and in the return at £2,027, a difference of £1,600. Purchases were shown in the balance-sheet at £324,835, and in the return at £274,814—a difference of £50,000. [865, 1030, 981, 1131]
ad-text: Remember that SANDER'S EXTRACT won renown by sheer merit at the Supreme Court of Victoria. It cures lung troubles, colds and stomach aches. It is so sold in nearly all chemists and stores. Insist that you are getting SANDER'S EXTRACT, the best and most reliable. [504, 1481, 609, 1550]
paragraph: In connection with the tramwaymen's strike, the Central Labour Union of Philadelphia, representing 140 unions voted in favour of a sympathetic strike, beginning on 5th March. [11, 134, 126, 185]
